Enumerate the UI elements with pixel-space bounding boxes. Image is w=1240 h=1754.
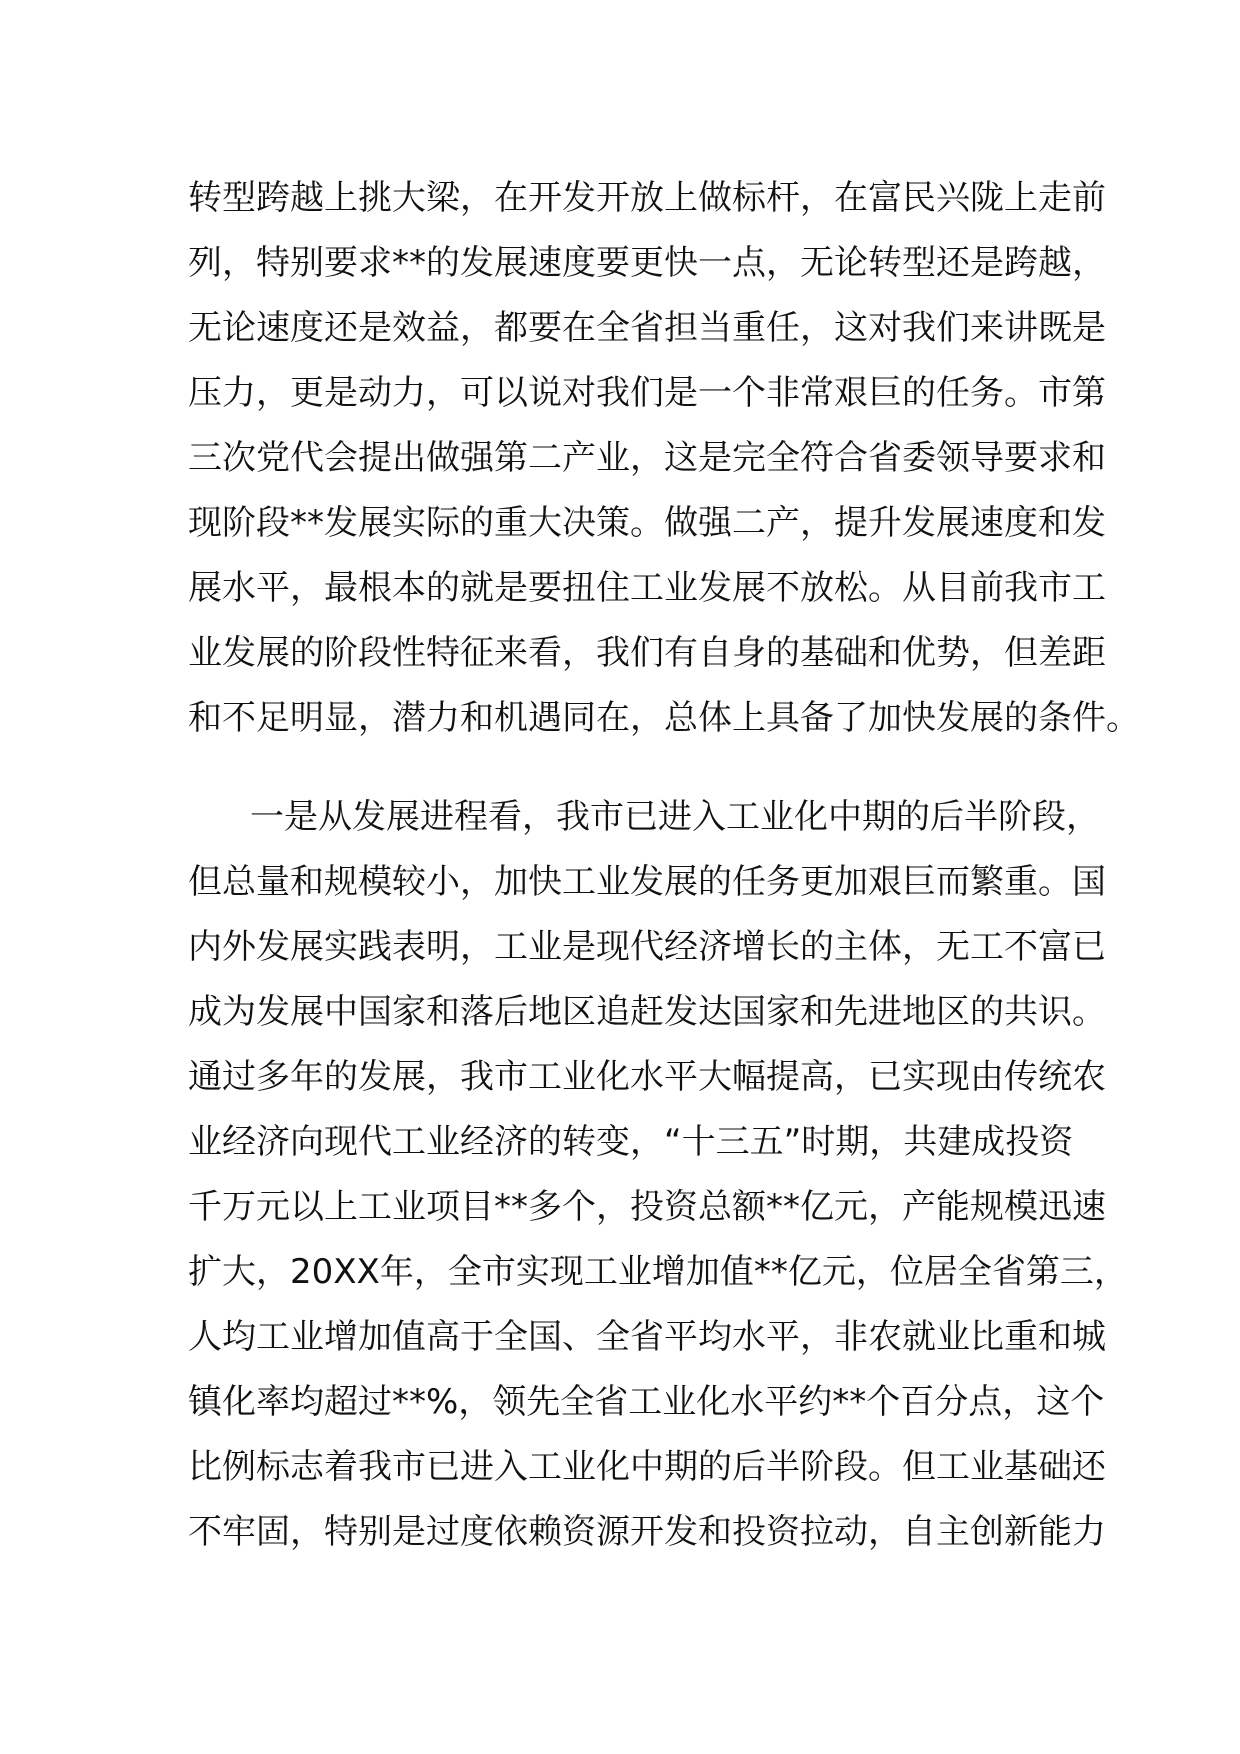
text-line: 列，特别要求**的发展速度要更快一点，无论转型还是跨越， [188, 243, 1106, 283]
text-line: 扩大，20XX年，全市实现工业增加值**亿元，位居全省第三， [188, 1252, 1128, 1292]
text-line: 转型跨越上挑大梁，在开发开放上做标杆，在富民兴陇上走前 [188, 178, 1106, 218]
text-line: 人均工业增加值高于全国、全省平均水平，非农就业比重和城 [188, 1317, 1106, 1357]
text-line: 压力，更是动力，可以说对我们是一个非常艰巨的任务。市第 [188, 373, 1106, 413]
text-line-first-indented: 一是从发展进程看，我市已进入工业化中期的后半阶段， [250, 797, 1100, 837]
text-line: 镇化率均超过**%，领先全省工业化水平约**个百分点，这个 [188, 1382, 1105, 1422]
text-line: 现阶段**发展实际的重大决策。做强二产，提升发展速度和发 [188, 503, 1106, 543]
text-line: 千万元以上工业项目**多个，投资总额**亿元，产能规模迅速 [188, 1187, 1106, 1227]
text-line: 但总量和规模较小，加快工业发展的任务更加艰巨而繁重。国 [188, 862, 1106, 902]
text-line: 通过多年的发展，我市工业化水平大幅提高，已实现由传统农 [188, 1057, 1106, 1097]
paragraph-2 [188, 785, 1128, 1565]
text-line: 内外发展实践表明，工业是现代经济增长的主体，无工不富已 [188, 927, 1106, 967]
text-line: 和不足明显，潜力和机遇同在，总体上具备了加快发展的条件。 [188, 698, 1140, 738]
text-line: 不牢固，特别是过度依赖资源开发和投资拉动，自主创新能力 [188, 1512, 1106, 1552]
text-line: 三次党代会提出做强第二产业，这是完全符合省委领导要求和 [188, 438, 1106, 478]
text-line: 成为发展中国家和落后地区追赶发达国家和先进地区的共识。 [188, 992, 1106, 1032]
text-line: 业发展的阶段性特征来看，我们有自身的基础和优势，但差距 [188, 633, 1106, 673]
text-line: 业经济向现代工业经济的转变，“十三五”时期，共建成投资 [188, 1122, 1074, 1162]
text-line: 比例标志着我市已进入工业化中期的后半阶段。但工业基础还 [188, 1447, 1106, 1487]
text-line: 无论速度还是效益，都要在全省担当重任，这对我们来讲既是 [188, 308, 1106, 348]
paragraph-1 [188, 166, 1140, 751]
text-line: 展水平，最根本的就是要扭住工业发展不放松。从目前我市工 [188, 568, 1106, 608]
